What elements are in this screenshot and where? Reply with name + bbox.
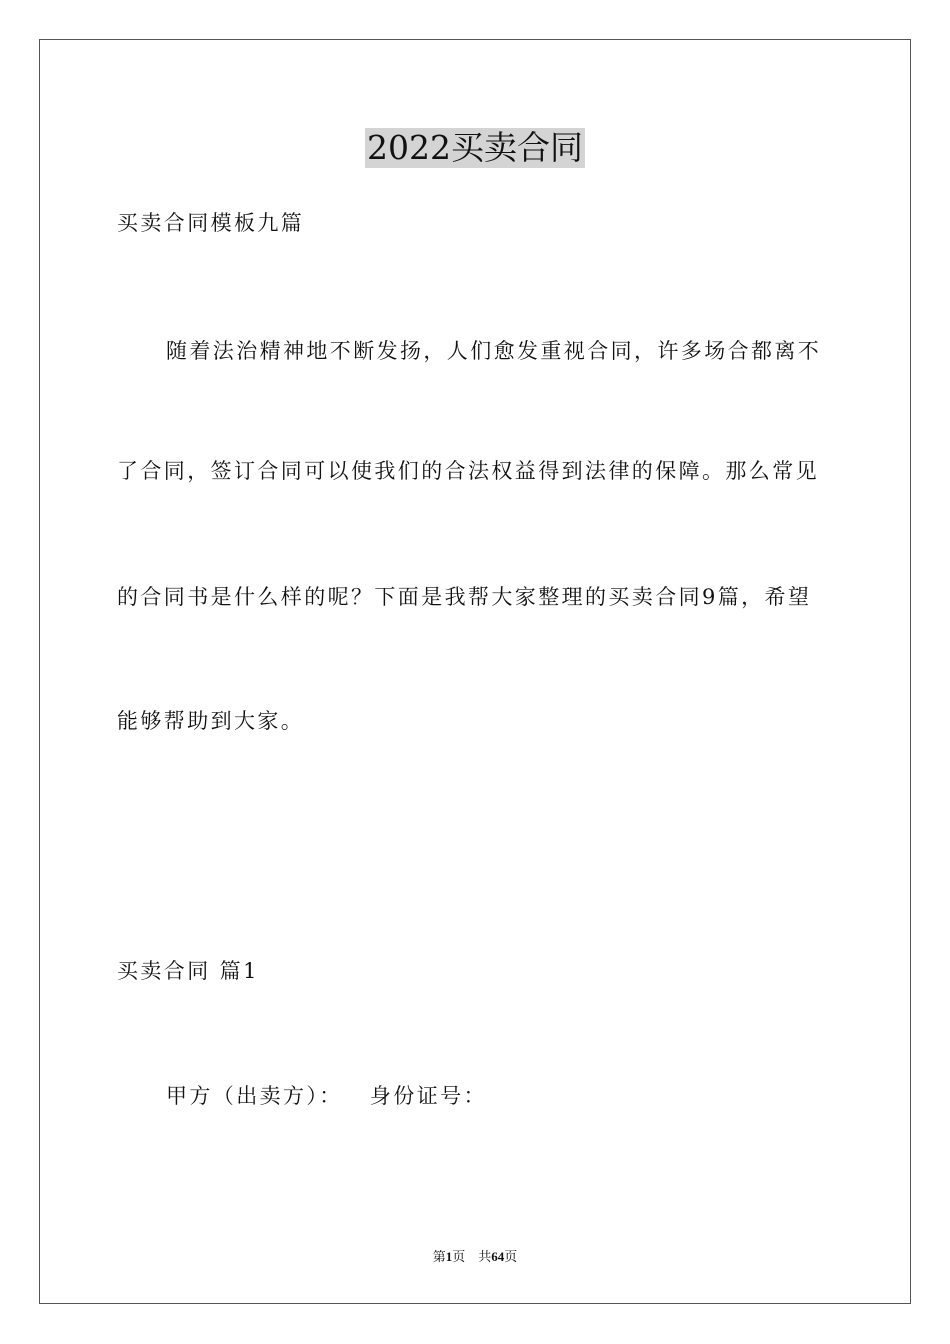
page-footer bbox=[0, 1248, 950, 1266]
intro-line-1: 随着法治精神地不断发扬，人们愈发重视合同，许多场合都离不 bbox=[166, 339, 822, 363]
document-title: 2022买卖合同 bbox=[367, 128, 583, 167]
footer-total-unit: 页 bbox=[504, 1249, 518, 1264]
title-container bbox=[0, 128, 950, 168]
footer-total-prefix: 共 bbox=[478, 1249, 492, 1264]
party-line: 甲方（出卖方）： 身份证号： bbox=[166, 1084, 487, 1108]
intro-line-4: 能够帮助到大家。 bbox=[117, 709, 305, 733]
footer-prefix: 第 bbox=[432, 1249, 446, 1264]
section-heading: 买卖合同 篇1 bbox=[117, 959, 259, 983]
intro-line-2: 了合同，签订合同可以使我们的合法权益得到法律的保障。那么常见 bbox=[117, 459, 819, 483]
footer-page-number: 1 bbox=[445, 1249, 453, 1264]
document-subtitle: 买卖合同模板九篇 bbox=[117, 211, 305, 235]
footer-page-unit: 页 bbox=[452, 1249, 466, 1264]
intro-line-3: 的合同书是什么样的呢？下面是我帮大家整理的买卖合同9篇，希望 bbox=[117, 585, 812, 609]
footer-total-pages: 64 bbox=[491, 1249, 505, 1264]
